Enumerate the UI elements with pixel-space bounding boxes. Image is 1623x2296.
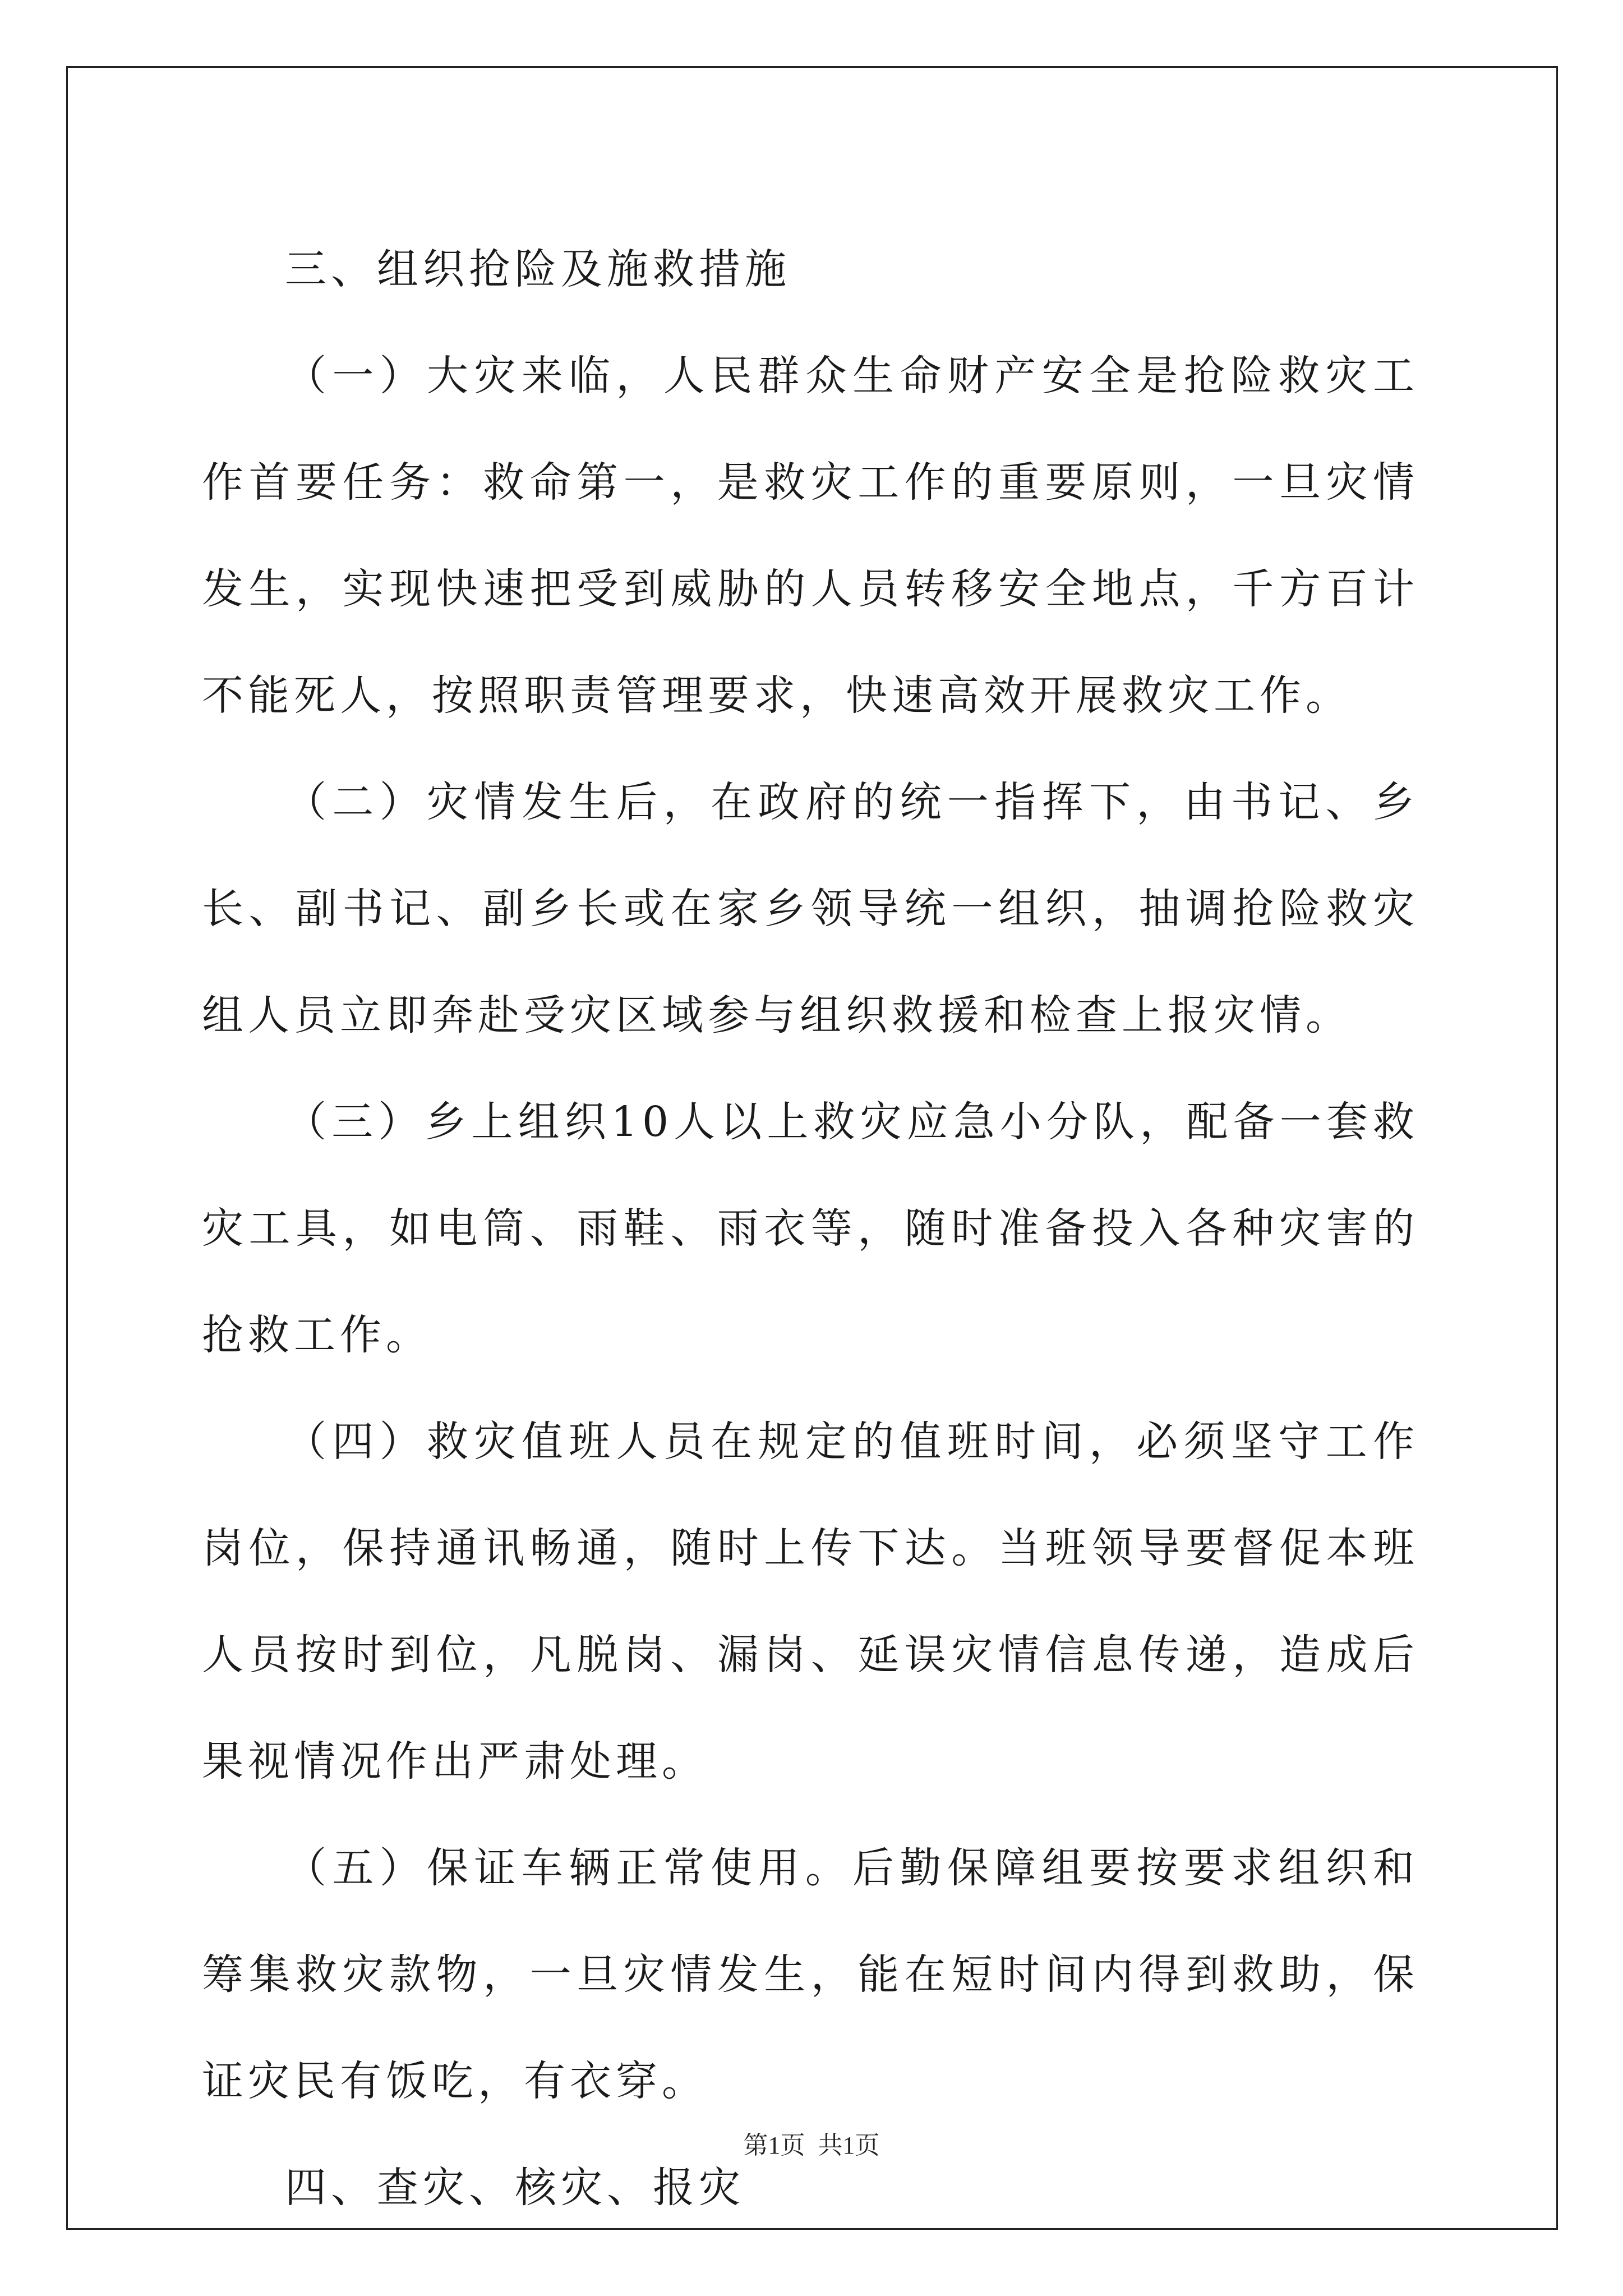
section-heading-4: 四、查灾、核灾、报灾 [285,2164,745,2212]
paragraph-4: （四）救灾值班人员在规定的值班时间，必须坚守工作岗位，保持通讯畅通，随时上传下达。当班领导要督促本班人员按时到位，凡脱岗、漏岗、延误灾情信息传递，造成后果视情况作出严肃处理。 [202,1418,1419,1786]
page-total: 共1页 [818,2132,880,2159]
paragraph-2: （二）灾情发生后，在政府的统一指挥下，由书记、乡长、副书记、副乡长或在家乡领导统一组织，抽调抢险救灾组人员立即奔赴受灾区域参与组织救援和检查上报灾情。 [202,778,1419,1039]
document-body [202,216,1419,2241]
paragraph-1: （一）大灾来临，人民群众生命财产安全是抢险救灾工作首要任务：救命第一，是救灾工作的重要原则，一旦灾情发生，实现快速把受到威胁的人员转移安全地点，千方百计不能死人，按照职责管理要求，快速高效开展救灾工作。 [202,352,1419,720]
page-footer [0,2129,1623,2162]
paragraph-5: （五）保证车辆正常使用。后勤保障组要按要求组织和筹集救灾款物，一旦灾情发生，能在短时间内得到救助，保证灾民有饭吃，有衣穿。 [202,1844,1419,2105]
page-number: 第1页 [743,2132,805,2159]
section-heading-3: 三、组织抢险及施救措施 [285,245,791,293]
paragraph-3: （三）乡上组织10人以上救灾应急小分队，配备一套救灾工具，如电筒、雨鞋、雨衣等，随时准备投入各种灾害的抢救工作。 [202,1098,1419,1359]
